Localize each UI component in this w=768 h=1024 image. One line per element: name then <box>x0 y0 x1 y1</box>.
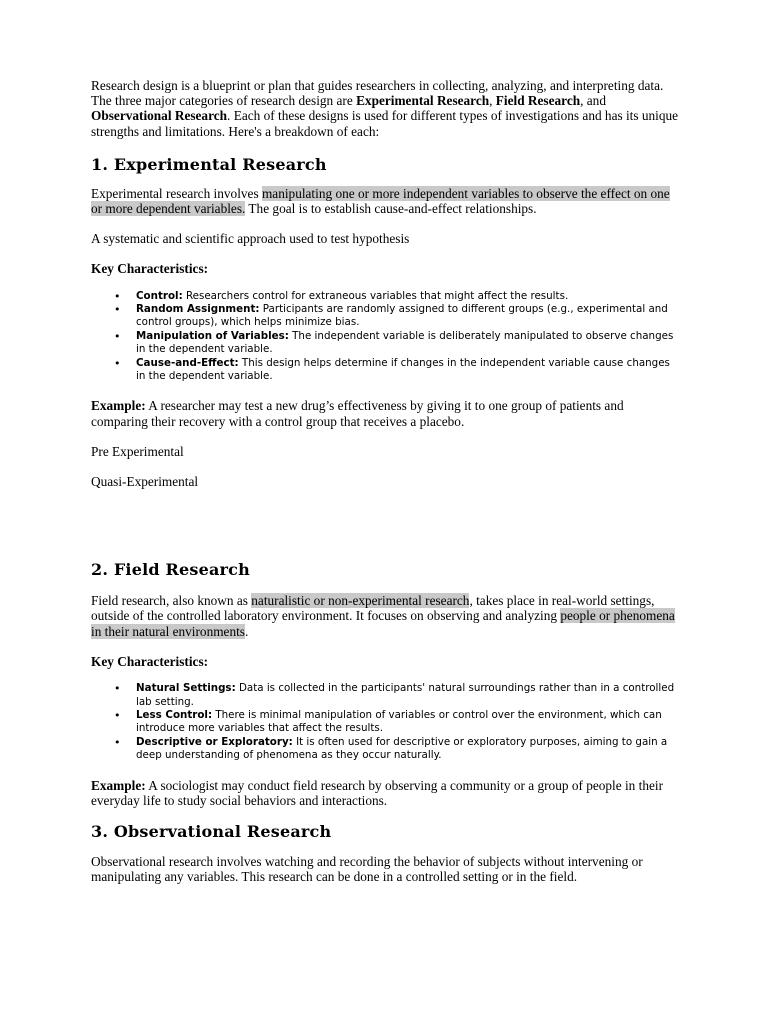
example-text: A sociologist may conduct field research by observing a community or a group of people in their everyday life to study social behaviors and interactions. <box>91 777 664 808</box>
document-page <box>91 78 681 884</box>
list-item <box>91 290 681 303</box>
list-item-term: Natural Settings: <box>136 682 236 695</box>
key-characteristics-label: Key Characteristics: <box>91 653 209 669</box>
intro-paragraph <box>91 78 681 139</box>
field-definition <box>91 593 681 639</box>
experimental-definition <box>91 186 681 216</box>
section-heading-field: 2. Field Research <box>91 560 250 580</box>
list-item <box>91 682 681 709</box>
list-item-term: Control: <box>136 289 183 302</box>
list-item-text: Researchers control for extraneous variables that might affect the results. <box>182 289 569 302</box>
field-characteristics-list <box>91 682 681 762</box>
experimental-characteristics-list <box>91 290 681 384</box>
intro-text: Research design is a blueprint or plan that guides researchers in collecting, analyzing, and interpreting data. The three major categories of research design are <box>91 78 664 109</box>
highlighted-text: naturalistic or non-experimental research <box>251 593 470 609</box>
intro-text: , <box>489 93 496 109</box>
experimental-example <box>91 398 681 428</box>
section-heading-experimental: 1. Experimental Research <box>91 154 327 174</box>
list-item <box>91 330 681 357</box>
highlighted-text: manipulating one or more independent variables to observe the effect on one or more dependent variables. <box>91 185 670 217</box>
intro-text: , and <box>580 93 606 109</box>
list-item-text: This design helps determine if changes in the independent variable cause changes in the dependent variable. <box>136 356 670 383</box>
list-item-text: It is often used for descriptive or exploratory purposes, aiming to gain a deep understanding of phenomena as they occur naturally. <box>136 735 668 762</box>
definition-text: . <box>244 623 249 639</box>
list-item <box>91 736 681 763</box>
subtype-pre-experimental: Pre Experimental <box>91 443 184 459</box>
intro-bold-field: Field Research <box>495 93 581 109</box>
list-item-text: The independent variable is deliberately manipulated to observe changes in the dependent variable. <box>136 329 674 356</box>
list-item-text: There is minimal manipulation of variables or control over the environment, which can introduce more variables that affect the results. <box>136 708 662 735</box>
key-characteristics-label: Key Characteristics: <box>91 261 209 277</box>
definition-text: , takes place in real-world settings, outside of the controlled laboratory environment. It focuses on observing and analyzing <box>91 593 655 624</box>
list-item-term: Less Control: <box>136 708 213 721</box>
highlighted-text: people or phenomena in their natural environments <box>91 608 675 639</box>
intro-bold-experimental: Experimental Research <box>356 93 490 109</box>
section-heading-observational: 3. Observational Research <box>91 821 332 841</box>
intro-text: . Each of these designs is used for different types of investigations and has its unique strengths and limitations. Here's a breakdown of each: <box>91 108 679 139</box>
list-item <box>91 709 681 736</box>
list-item <box>91 303 681 330</box>
definition-text: Field research, also known as <box>91 593 252 609</box>
example-text: A researcher may test a new drug’s effectiveness by giving it to one group of patients and comparing their recovery with a control group that receives a placebo. <box>91 398 624 429</box>
list-item-term: Descriptive or Exploratory: <box>136 735 293 748</box>
list-item-text: Data is collected in the participants' natural surroundings rather than in a controlled lab setting. <box>136 682 675 708</box>
definition-text: Experimental research involves <box>91 185 262 201</box>
example-label: Example: <box>91 398 146 414</box>
subtype-quasi-experimental: Quasi-Experimental <box>91 474 199 490</box>
intro-bold-observational: Observational Research <box>91 108 228 124</box>
definition-text: The goal is to establish cause-and-effect relationships. <box>245 201 537 217</box>
list-item-term: Random Assignment: <box>136 303 260 316</box>
experimental-note: A systematic and scientific approach used to test hypothesis <box>91 231 410 247</box>
list-item-text: Participants are randomly assigned to different groups (e.g., experimental and control groups), which helps minimize bias. <box>136 303 668 329</box>
list-item-term: Manipulation of Variables: <box>136 329 289 342</box>
list-item <box>91 357 681 384</box>
list-item-term: Cause-and-Effect: <box>136 356 239 369</box>
observational-definition: Observational research involves watching and recording the behavior of subjects without intervening or manipulating any variables. This research can be done in a controlled setting or in the field. <box>91 853 643 885</box>
field-example <box>91 778 681 808</box>
example-label: Example: <box>91 777 146 793</box>
